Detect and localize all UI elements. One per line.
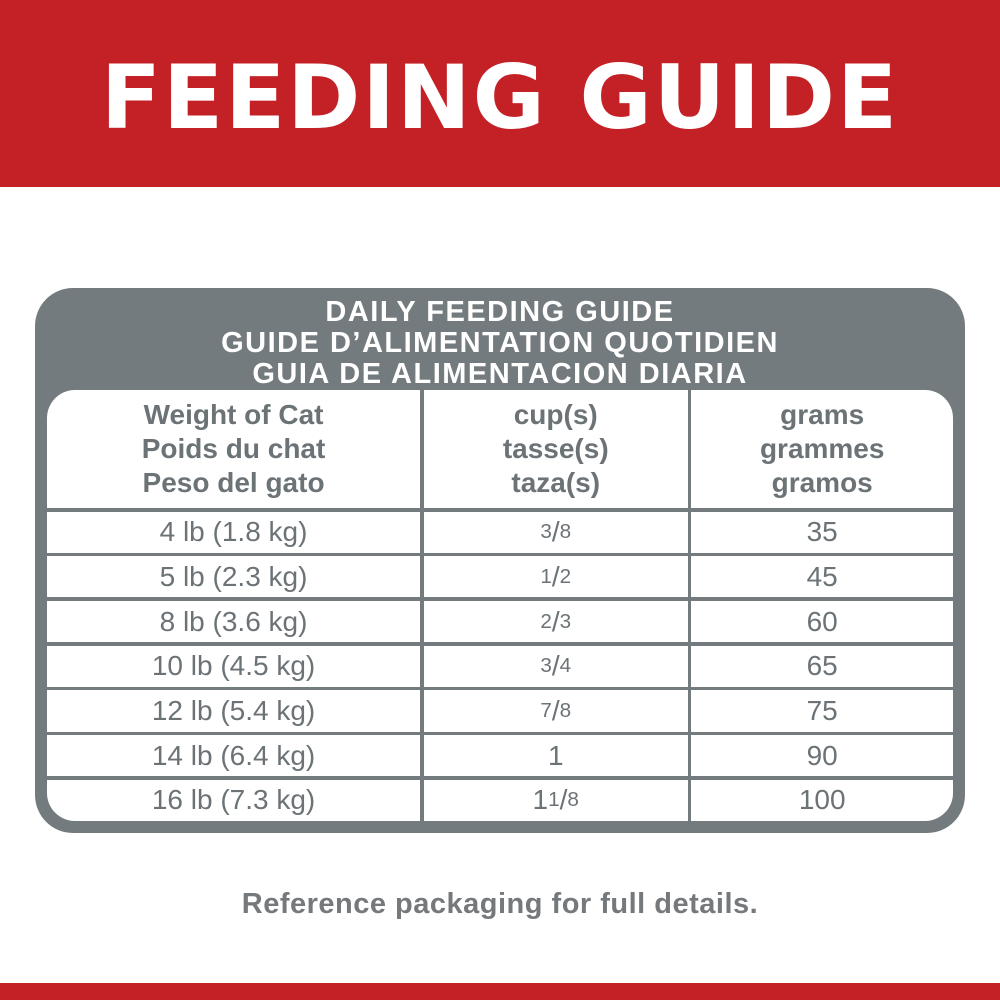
col-grams-es: gramos <box>771 467 873 498</box>
column-header-cups <box>424 390 688 508</box>
row-2-cups: 2 / 3 <box>424 601 688 642</box>
column-header-grams <box>691 390 953 508</box>
col-weight-en: Weight of Cat <box>143 399 324 430</box>
row-3-weight: 10 lb (4.5 kg) <box>47 646 420 687</box>
col-weight-es: Peso del gato <box>142 467 325 498</box>
daily-feeding-guide-panel <box>35 288 965 833</box>
row-6-cups: 1 1 / 8 <box>424 780 688 821</box>
row-1-weight: 5 lb (2.3 kg) <box>47 556 420 597</box>
feeding-table-wrap <box>47 390 953 821</box>
row-6-weight: 16 lb (7.3 kg) <box>47 780 420 821</box>
row-5-grams: 90 <box>691 735 953 776</box>
col-grams-en: grams <box>780 399 865 430</box>
row-0-grams: 35 <box>691 512 953 553</box>
row-0-cups: 3 / 8 <box>424 512 688 553</box>
guide-title-en: DAILY FEEDING GUIDE <box>325 296 675 328</box>
row-4-cups: 7 / 8 <box>424 690 688 731</box>
top-banner <box>0 0 1000 187</box>
row-4-grams: 75 <box>691 690 953 731</box>
row-5-cups: 1 <box>424 735 688 776</box>
col-grams-fr: grammes <box>759 433 885 464</box>
bottom-bar <box>0 983 1000 1000</box>
footer-note: Reference packaging for full details. <box>241 888 759 920</box>
guide-title-es: GUIA DE ALIMENTACION DIARIA <box>252 358 748 390</box>
row-6-grams: 100 <box>691 780 953 821</box>
feeding-table <box>47 390 953 821</box>
guide-title-fr: GUIDE D’ALIMENTATION QUOTIDIEN <box>221 327 779 359</box>
col-cups-es: taza(s) <box>511 467 601 498</box>
row-1-grams: 45 <box>691 556 953 597</box>
col-weight-fr: Poids du chat <box>141 433 326 464</box>
row-2-grams: 60 <box>691 601 953 642</box>
row-2-weight: 8 lb (3.6 kg) <box>47 601 420 642</box>
column-header-weight <box>47 390 420 508</box>
guide-title <box>35 297 965 390</box>
row-3-cups: 3 / 4 <box>424 646 688 687</box>
page-title: FEEDING GUIDE <box>100 45 900 149</box>
row-5-weight: 14 lb (6.4 kg) <box>47 735 420 776</box>
col-cups-fr: tasse(s) <box>502 433 609 464</box>
row-0-weight: 4 lb (1.8 kg) <box>47 512 420 553</box>
col-cups-en: cup(s) <box>513 399 598 430</box>
row-4-weight: 12 lb (5.4 kg) <box>47 690 420 731</box>
row-3-grams: 65 <box>691 646 953 687</box>
row-1-cups: 1 / 2 <box>424 556 688 597</box>
